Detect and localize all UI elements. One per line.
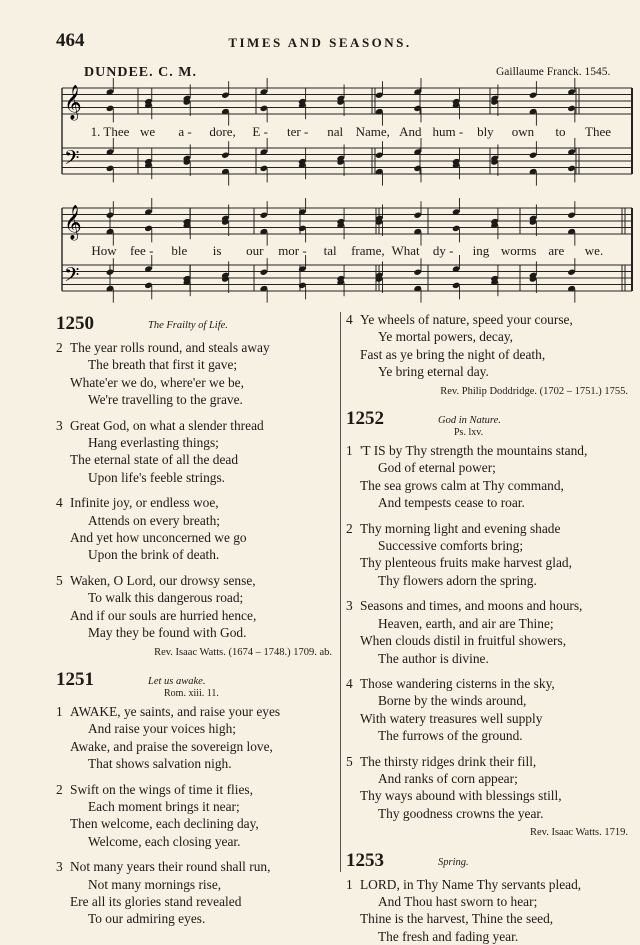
verse-line: Then welcome, each declining day, xyxy=(70,816,259,832)
hymn-title: God in Nature. xyxy=(438,415,501,427)
verse-line: Welcome, each closing year. xyxy=(88,833,241,849)
hymn-attribution: Rev. Isaac Watts. (1674 – 1748.) 1709. ab. xyxy=(154,646,332,658)
stanza-number: 5 xyxy=(56,572,63,588)
stanza-number: 3 xyxy=(56,859,63,875)
hymn xyxy=(346,311,634,400)
verse-line: Awake, and praise the sovereign love, xyxy=(70,738,273,754)
verse-line: Thy ways abound with blessings still, xyxy=(360,788,562,804)
stanza-number: 3 xyxy=(346,598,353,614)
lyric-syllable: ing xyxy=(472,243,490,258)
lyric-syllable: Thee xyxy=(585,124,611,139)
verse-line: Ye bring eternal day. xyxy=(378,364,489,380)
verse-line: Whate'er we do, where'er we be, xyxy=(70,374,244,390)
lyric-syllable: bly xyxy=(477,124,494,139)
verse-line: We're travelling to the grave. xyxy=(88,392,243,408)
stanza xyxy=(56,858,338,928)
tune-composer: Gaillaume Franck. 1545. xyxy=(496,66,611,78)
verse-line: Thy goodness crowns the year. xyxy=(378,805,544,821)
stanza xyxy=(346,520,634,590)
stanza xyxy=(346,753,634,823)
verse-line: And ranks of corn appear; xyxy=(378,770,518,786)
lyric-syllable: 1. Thee xyxy=(90,124,130,139)
verse-line: May they be found with God. xyxy=(88,625,247,641)
verse-line: 4 Ye wheels of nature, speed your course, xyxy=(346,312,573,327)
right-column xyxy=(346,311,634,945)
verse-line: And yet how unconcerned we go xyxy=(70,530,247,546)
treble-clef-icon: 𝄞 xyxy=(64,85,82,120)
verse-line: God of eternal power; xyxy=(378,460,496,476)
verse-line: 3 Great God, on what a slender thread xyxy=(56,417,264,433)
hymn-title: Spring. xyxy=(438,856,469,868)
stanza-number: 4 xyxy=(346,675,353,691)
hymn xyxy=(56,315,338,661)
verse-line: 1 LORD, in Thy Name Thy servants plead, xyxy=(346,876,582,892)
stanza-number: 4 xyxy=(346,312,353,327)
stanza-number: 4 xyxy=(56,495,63,511)
verse-line: Fast as ye bring the night of death, xyxy=(360,346,546,362)
lyric-syllable: a - xyxy=(178,124,192,139)
lyric-syllable: ble xyxy=(171,243,188,258)
verse-line: The furrows of the ground. xyxy=(378,728,523,744)
lyric-syllable: worms xyxy=(500,243,537,258)
stanza-number: 2 xyxy=(346,520,353,536)
verse-line: Thy flowers adorn the spring. xyxy=(378,572,537,588)
verse-line: 2 The year rolls round, and steals away xyxy=(56,340,270,355)
stanza-number: 2 xyxy=(56,340,63,355)
verse-line: With watery treasures well supply xyxy=(360,710,543,726)
hymn-scripture-ref: Ps. lxv. xyxy=(454,427,484,439)
hymn-header xyxy=(346,849,634,876)
stanza-number: 3 xyxy=(56,417,63,433)
verse-line: Upon life's feeble strings. xyxy=(88,469,226,485)
verse-line: Thy plenteous fruits make harvest glad, xyxy=(360,555,572,571)
running-head: TIMES AND SEASONS. xyxy=(228,35,412,50)
verse-line: Upon the brink of death. xyxy=(88,547,220,563)
verse-line: Ere all its glories stand revealed xyxy=(70,893,242,909)
verse-line: 2 Thy morning light and evening shade xyxy=(346,520,561,536)
lyric-syllable: frame, xyxy=(351,243,385,258)
lyric-syllable: nal xyxy=(327,124,344,139)
stanza-number: 1 xyxy=(346,443,353,459)
lyric-syllable: fee - xyxy=(129,243,154,258)
verse-line: 3 Seasons and times, and moons and hours, xyxy=(346,598,583,614)
verse-line: The author is divine. xyxy=(378,650,489,666)
verse-line: And if our souls are hurried hence, xyxy=(70,607,257,623)
verse-line: That shows salvation nigh. xyxy=(88,756,232,772)
lyric-syllable: are xyxy=(548,243,565,258)
hymn-title: The Frailty of Life. xyxy=(148,320,228,331)
verse-line: And raise your voices high; xyxy=(88,721,237,737)
verse-line: 2 Swift on the wings of time it flies, xyxy=(56,781,253,797)
hymn-attribution: Rev. Isaac Watts. 1719. xyxy=(529,827,628,839)
lyric-syllable: E - xyxy=(252,124,268,139)
hymn-number: 1252 xyxy=(346,408,384,430)
verse-line: Ye mortal powers, decay, xyxy=(378,329,513,345)
hymn-header xyxy=(56,668,338,703)
verse-line: 1 'T IS by Thy strength the mountains stand, xyxy=(346,443,588,459)
lyric-syllable: is xyxy=(212,243,222,258)
verse-line: When clouds distil in fruitful showers, xyxy=(360,633,567,649)
stanza xyxy=(346,311,634,381)
stanza xyxy=(56,494,338,564)
verse-line: The fresh and fading year. xyxy=(378,928,519,944)
hymn-scripture-ref: Rom. xiii. 11. xyxy=(164,687,219,699)
lyric-syllable: Name, xyxy=(355,124,390,139)
verse-line: Hang everlasting things; xyxy=(88,435,219,451)
verse-line: To walk this dangerous road; xyxy=(88,590,244,606)
verse-line: And Thou hast sworn to hear; xyxy=(378,893,538,909)
verse-line: Successive comforts bring; xyxy=(378,538,524,554)
stanza xyxy=(56,417,338,487)
bass-clef-icon: 𝄢 xyxy=(64,263,80,291)
stanza xyxy=(346,442,634,512)
stanza xyxy=(56,572,338,642)
lyric-syllable: ter - xyxy=(287,124,309,139)
verse-line: 4 Those wandering cisterns in the sky, xyxy=(346,675,555,691)
hymn xyxy=(346,849,634,945)
verse-line: Thine is the harvest, Thine the seed, xyxy=(360,911,554,927)
hymn-header xyxy=(56,315,338,339)
verse-line: The breath that first it gave; xyxy=(88,357,238,373)
hymn xyxy=(56,668,338,928)
verse-line: And tempests cease to roar. xyxy=(378,495,525,511)
tune-name: DUNDEE. C. M. xyxy=(84,65,197,80)
verse-line: Borne by the winds around, xyxy=(378,693,527,709)
verse-line: To our admiring eyes. xyxy=(88,911,206,927)
stanza xyxy=(56,703,338,773)
lyric-syllable: mor - xyxy=(278,243,307,258)
verse-line: Heaven, earth, and air are Thine; xyxy=(378,615,554,631)
hymn xyxy=(346,410,634,842)
lyric-syllable: our xyxy=(246,243,264,258)
stanza xyxy=(56,781,338,851)
stanza-number: 5 xyxy=(346,753,353,769)
left-column xyxy=(56,315,338,928)
hymn-number: 1253 xyxy=(346,849,384,871)
verse-line: Each moment brings it near; xyxy=(88,798,240,814)
hymn-header xyxy=(346,410,634,442)
bass-clef-icon: 𝄢 xyxy=(64,146,80,174)
verse-line: The sea grows calm at Thy command, xyxy=(360,477,564,493)
column-divider xyxy=(340,312,341,872)
lyric-syllable: hum - xyxy=(432,124,464,139)
lyric-syllable: dore, xyxy=(209,124,236,139)
verse-line: The eternal state of all the dead xyxy=(70,452,239,468)
lyric-syllable: What xyxy=(391,243,420,258)
page-number: 464 xyxy=(56,30,85,51)
lyric-syllable: we xyxy=(139,124,156,139)
lyric-syllable: dy - xyxy=(432,243,454,258)
stanza xyxy=(56,339,338,409)
lyric-syllable: we. xyxy=(584,243,604,258)
hymn-number: 1251 xyxy=(56,668,94,690)
verse-line: Attends on every breath; xyxy=(88,512,221,528)
stanza xyxy=(346,675,634,745)
stanza-number: 1 xyxy=(56,703,63,719)
hymn-attribution: Rev. Philip Doddridge. (1702 – 1751.) 1755. xyxy=(440,385,628,397)
music-score xyxy=(0,0,640,310)
verse-line: 1 AWAKE, ye saints, and raise your eyes xyxy=(56,703,281,719)
verse-line: 3 Not many years their round shall run, xyxy=(56,859,271,875)
verse-line: 5 The thirsty ridges drink their fill, xyxy=(346,753,537,769)
lyric-syllable: own xyxy=(511,124,535,139)
lyric-syllable: And xyxy=(399,124,422,139)
verse-line: 4 Infinite joy, or endless woe, xyxy=(56,495,219,511)
stanza xyxy=(346,597,634,667)
verse-line: Not many mornings rise, xyxy=(88,876,222,892)
stanza xyxy=(346,876,634,945)
lyric-syllable: tal xyxy=(323,243,337,258)
treble-clef-icon: 𝄞 xyxy=(64,205,82,240)
verse-line: 5 Waken, O Lord, our drowsy sense, xyxy=(56,572,256,588)
stanza-number: 2 xyxy=(56,781,63,797)
hymn-title: Let us awake. xyxy=(148,675,206,687)
lyric-syllable: How xyxy=(91,243,117,258)
lyric-syllable: to xyxy=(555,124,566,139)
stanza-number: 1 xyxy=(346,876,353,892)
hymn-number: 1250 xyxy=(56,313,94,334)
